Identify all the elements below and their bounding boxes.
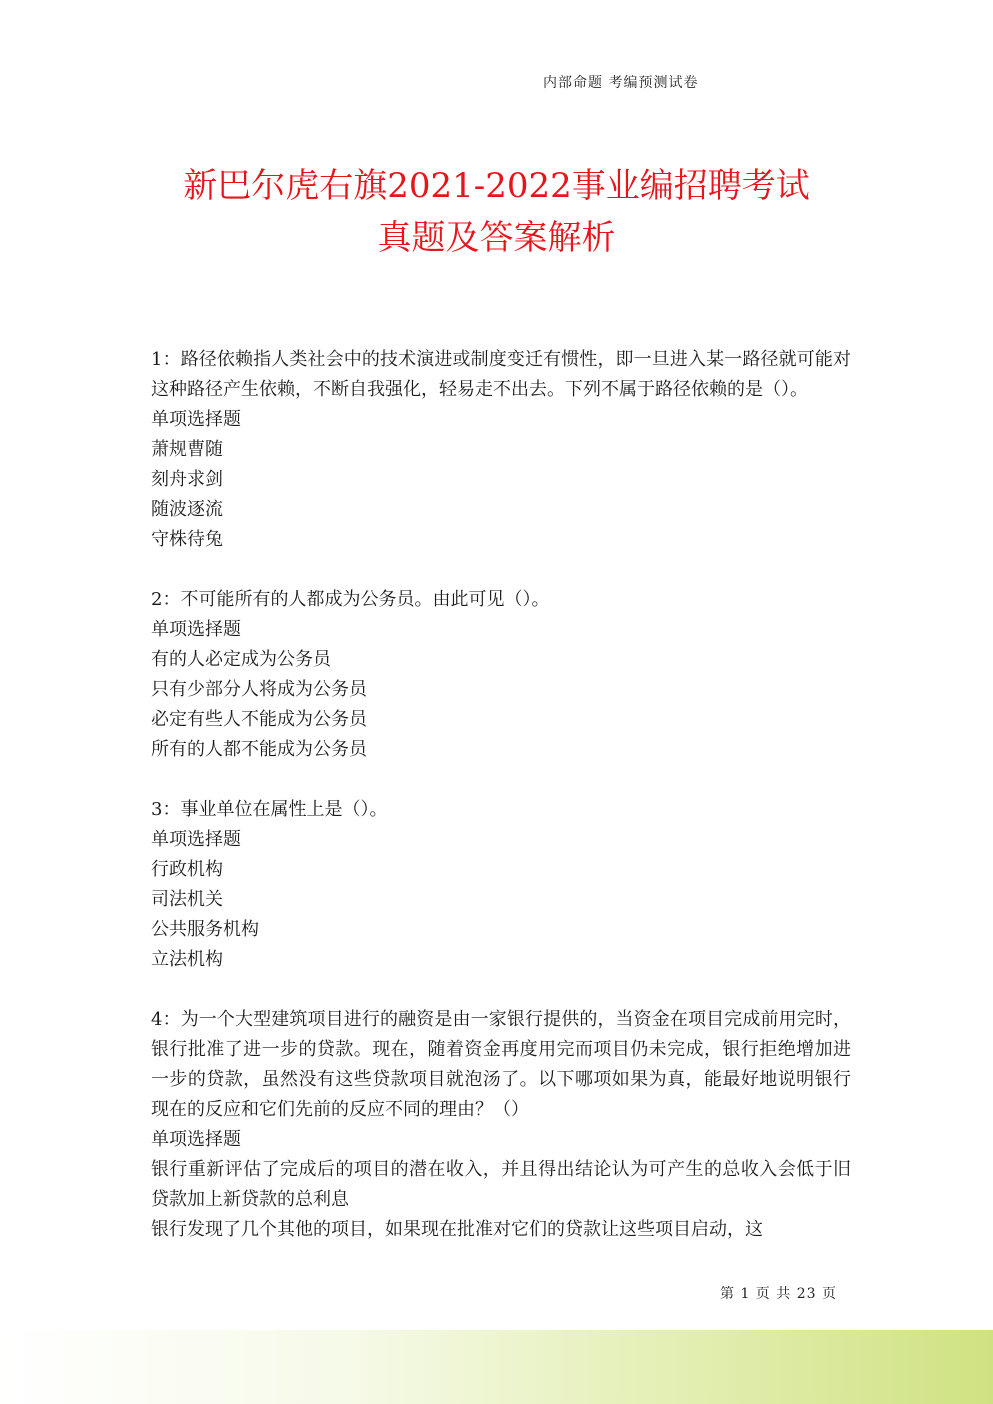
question-3	[151, 795, 851, 975]
question-type: 单项选择题	[151, 1129, 241, 1150]
question-list	[151, 345, 851, 1275]
option: 必定有些人不能成为公务员	[151, 709, 367, 730]
question-type: 单项选择题	[151, 829, 241, 850]
option: 银行重新评估了完成后的项目的潜在收入，并且得出结论认为可产生的总收入会低于旧贷款加上新贷款的总利息	[151, 1159, 851, 1210]
page-number: 第 1 页 共 23 页	[720, 1286, 837, 1302]
option: 银行发现了几个其他的项目，如果现在批准对它们的贷款让这些项目启动，这	[151, 1219, 763, 1240]
option: 公共服务机构	[151, 919, 259, 940]
question-text: 4：为一个大型建筑项目进行的融资是由一家银行提供的，当资金在项目完成前用完时，银行批准了进一步的贷款。现在，随着资金再度用完而项目仍未完成，银行拒绝增加进一步的贷款，虽然没有这些贷款项目就泡汤了。以下哪项如果为真，能最好地说明银行现在的反应和它们先前的反应不同的理由？（）	[151, 1009, 851, 1120]
question-type: 单项选择题	[151, 619, 241, 640]
question-text: 2：不可能所有的人都成为公务员。由此可见（）。	[151, 589, 550, 610]
option: 司法机关	[151, 889, 223, 910]
question-type: 单项选择题	[151, 409, 241, 430]
decorative-band	[0, 1330, 993, 1404]
option: 只有少部分人将成为公务员	[151, 679, 367, 700]
option: 行政机构	[151, 859, 223, 880]
option: 所有的人都不能成为公务员	[151, 739, 367, 760]
title-line-1: 新巴尔虎右旗2021-2022事业编招聘考试	[183, 166, 810, 206]
option: 刻舟求剑	[151, 469, 223, 490]
question-1	[151, 345, 851, 555]
question-text: 1：路径依赖指人类社会中的技术演进或制度变迁有惯性，即一旦进入某一路径就可能对这种路径产生依赖，不断自我强化，轻易走不出去。下列不属于路径依赖的是（）。	[151, 349, 851, 400]
option: 立法机构	[151, 949, 223, 970]
option: 守株待兔	[151, 529, 223, 550]
question-2	[151, 585, 851, 765]
question-4	[151, 1005, 851, 1245]
option: 随波逐流	[151, 499, 223, 520]
question-text: 3：事业单位在属性上是（）。	[151, 799, 388, 820]
document-title	[0, 160, 993, 264]
title-line-2: 真题及答案解析	[377, 218, 616, 258]
option: 萧规曹随	[151, 439, 223, 460]
option: 有的人必定成为公务员	[151, 649, 331, 670]
header-note: 内部命题 考编预测试卷	[543, 75, 699, 91]
